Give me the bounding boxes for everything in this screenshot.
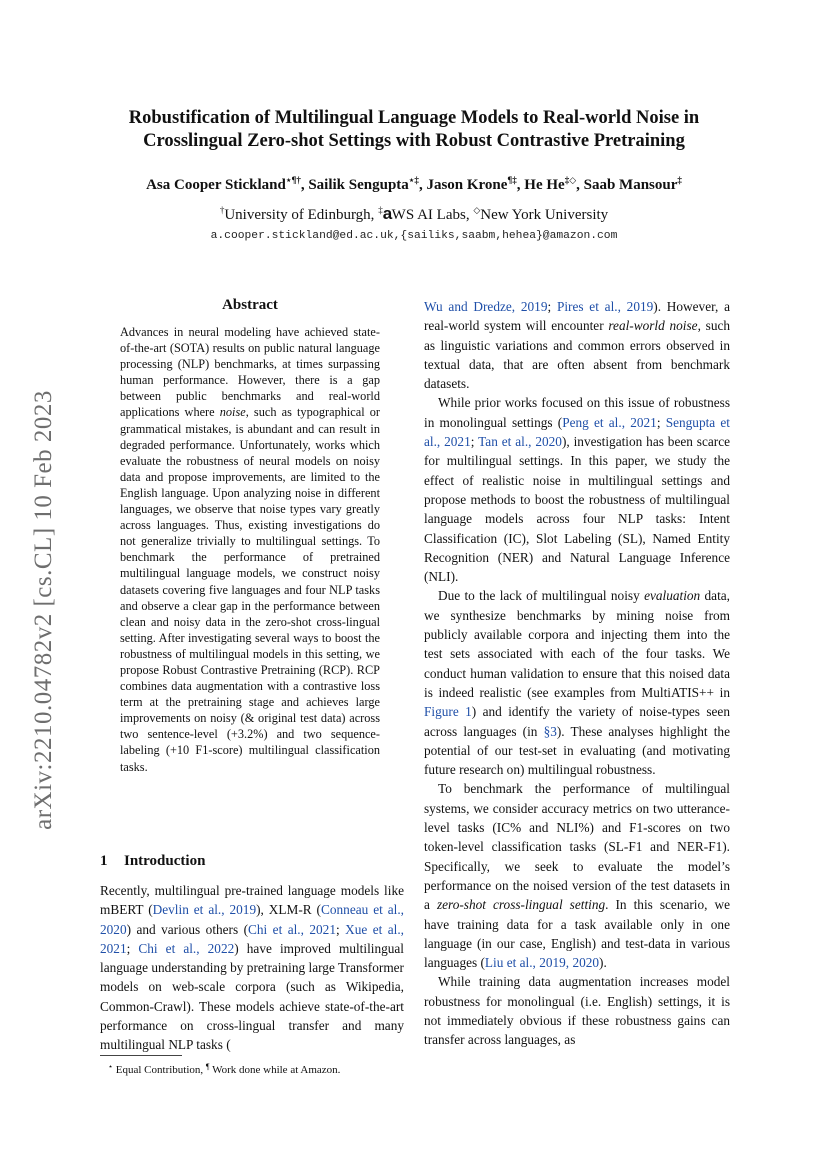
footnote [108,1062,340,1076]
section-heading-introduction [100,853,205,870]
citation-link[interactable]: Tan et al., 2020 [478,434,562,450]
text-run: ). These analyses highlight the potential of our test-set in evaluating (and motivating future research on) multilingual robustness. [424,723,730,778]
citation-link[interactable]: Liu et al., 2019, 2020 [484,955,600,971]
citation-link[interactable]: Peng et al., 2021 [562,414,657,430]
author-name: He He [524,177,565,193]
author-marks: ¶‡ [507,175,517,185]
affil-mark: † [219,205,225,215]
citation-link[interactable]: Wu and Dredze, 2019 [424,299,548,314]
citation-link[interactable]: Sengupta et al., 2021 [424,414,730,450]
affiliations [60,204,768,224]
text-run: While prior works focused on this issue of robustness in monolingual settings ( [424,395,730,430]
intro-paragraph-1: Recently, multilingual pre-trained language models like mBERT (Devlin et al., 2019), XLM-R (Conneau et al., 2020) and various others (Chi et al., 2021; Xue et al., 2021; Chi et al., 2022) have improved multilingual language understanding by pretraining large Transformer models on web-scale corpora (such as Wikipedia, Common-Crawl). These models achieve state-of-the-art performance on cross-lingual transfer and many multilingual NLP tasks ( [100,883,404,1053]
affil-mark: ‡ [378,205,383,215]
arxiv-id-text: arXiv:2210.04782v2 [cs.CL] 10 Feb 2023 [30,390,57,830]
figure-link[interactable]: Figure 1 [424,704,472,720]
author-marks: ⋆¶† [285,175,301,185]
author-name: Asa Cooper Stickland [146,177,286,193]
abstract-heading: Abstract [222,297,278,313]
affil-edinburgh: University of Edinburgh, [224,207,375,223]
citation-link[interactable]: Chi et al., 2021 [248,921,336,937]
affil-aws: WS AI Labs, [391,207,470,223]
text-run: Recently, multilingual pre-trained language models like mBERT ( [100,883,404,918]
intro-paragraph-5: While training data augmentation increases model robustness for monolingual (i.e. English) settings, it is not immediately obvious if these robustness gains can transfer across languages, as [424,974,730,1048]
affil-nyu: New York University [480,207,609,223]
footnote-mark: ⋆ [108,1062,114,1071]
arxiv-side-identifier [0,0,100,1171]
right-column [424,297,730,1050]
author-list: Asa Cooper Stickland⋆¶†, Sailik Sengupta⋆‡, Jason Krone¶‡, He He‡◇, Saab Mansour‡ [146,175,682,193]
text-run: To benchmark the performance of multilingual systems, we consider accuracy metrics on two utterance-level tasks (IC% and NLI%) and F1-scores on two token-level classification tasks (SL-F1 and NER-F1). Specifically, we seek to evaluate the model’s performance on the noised version of the test datasets in a [424,781,730,913]
text-run: . In this scenario, we have training data for a task available only in one language (in our case, English) and test-data in various languages ( [424,897,730,971]
text-run: ) and various others ( [126,921,249,937]
footnote-mark: ¶ [205,1062,210,1071]
intro-paragraph-1-continued: Wu and Dredze, 2019; Pires et al., 2019). However, a real-world system will encounter real-world noise, such as linguistic variations and common errors observed in textual data, that are often absent from benchmark datasets. [424,299,731,392]
citation-link[interactable]: Conneau et al., 2020 [100,902,404,937]
section-number: 1 [100,853,108,869]
text-run: data, we synthesize benchmarks by mining noise from publicly available corpora and injecting them into the test sets associated with each of the four tasks. We conduct human validation to ensure that this noised data is indeed realistic (see examples from MultiATIS++ in [424,588,730,700]
paper-title: Robustification of Multilingual Language Models to Real-world Noise in Crosslingual Zero-shot Settings with Robust Contrastive Pretraining [128,108,700,151]
author-marks: ‡◇ [564,175,577,185]
author-marks: ⋆‡ [408,175,419,185]
section-link[interactable]: §3 [543,723,557,739]
text-run: , such as linguistic variations and common errors observed in textual data, that are often absent from benchmark datasets. [424,318,731,392]
author-name: Sailik Sengupta [308,177,409,193]
author-emails: a.cooper.stickland@ed.ac.uk,{sailiks,saabm,hehea}@amazon.com [210,230,618,242]
text-run: ) and identify the variety of noise-types seen across languages (in [424,704,730,739]
citation-link[interactable]: Chi et al., 2022 [138,940,235,956]
text-run: ). [599,955,607,971]
text-run: ). However, a real-world system will encounter [424,299,730,334]
intro-paragraph-3 [424,586,730,779]
citation-link[interactable]: Xue et al., 2021 [100,921,404,956]
intro-paragraph-4 [424,779,730,972]
text-run: ), XLM-R ( [256,902,321,918]
abstract-emphasis: noise [219,405,246,420]
intro-paragraph-2: While prior works focused on this issue of robustness in monolingual settings (Peng et al., 2021; Sengupta et al., 2021; Tan et al., 2020), investigation has been scarce for multilingual settings. In this paper, we study the effect of realistic noise in multilingual settings and propose methods to boost the robustness of multilingual language models across four NLP tasks: Intent Classification (IC), Slot Labeling (SL), Named Entity Recognition (NER) and Natural Language Inference (NLI). [424,395,731,585]
footnote-text: Work done while at Amazon. [209,1064,341,1076]
abstract-part: , such as typographical or grammatical mistakes, is abundant and can result in degraded performance. Unfortunately, works which evaluate the robustness of neural models on noisy data and propose improvements, are limited to the English language. Upon analyzing noise in different languages, we observe that noise types vary greatly across languages. Thus, existing investigations do not generalize trivially to multilingual settings. To benchmark the performance of pretrained multilingual language models, we construct noisy datasets covering five languages and four NLP tasks and observe a clear gap in the performance between clean and noisy data in the zero-shot cross-lingual setting. After investigating several ways to boost the robustness of multilingual models in this setting, we propose Robust Contrastive Pretraining (RCP). RCP combines data augmentation with a contrastive loss term at the pretraining stage and achieves large improvements on noisy (& original test data) across two sentence-level (+3.2%) and two sequence-labeling (+10 F1-score) multilingual classification tasks. [120,405,380,774]
emphasis: real-world noise [608,318,698,334]
footnote-divider [100,1055,182,1056]
emphasis: zero-shot cross-lingual setting [436,897,606,913]
abstract-part: Advances in neural modeling have achieved state-of-the-art (SOTA) results on public natural language processing (NLP) benchmarks, at times surpassing human performance. However, there is a gap between public benchmarks and real-world applications where [120,325,380,420]
text-run: ), investigation has been scarce for multilingual settings. In this paper, we study the effect of realistic noise in multilingual settings and propose methods to boost the robustness of multilingual language models across four NLP tasks: Intent Classification (IC), Slot Labeling (SL), Named Entity Recognition (NER) and Natural Language Inference (NLI). [424,434,731,585]
text-run: ) have improved multilingual language understanding by pretraining large Transformer models on web-scale corpora (such as Wikipedia, Common-Crawl). These models achieve state-of-the-art performance on cross-lingual transfer and many multilingual NLP tasks ( [100,940,404,1053]
author-name: Saab Mansour [583,177,678,193]
abstract-text [120,324,380,775]
emphasis: evaluation [644,588,701,604]
citation-link[interactable]: Devlin et al., 2019 [152,902,257,918]
section-title: Introduction [124,853,206,869]
author-marks: ‡ [677,175,682,185]
text-run: Due to the lack of multilingual noisy [438,588,645,604]
amazon-logo-icon: a [382,204,392,223]
citation-link[interactable]: Pires et al., 2019 [556,299,654,314]
author-name: Jason Krone [426,177,508,193]
affil-mark: ◇ [473,205,481,215]
footnote-text: Equal Contribution, [113,1064,206,1076]
